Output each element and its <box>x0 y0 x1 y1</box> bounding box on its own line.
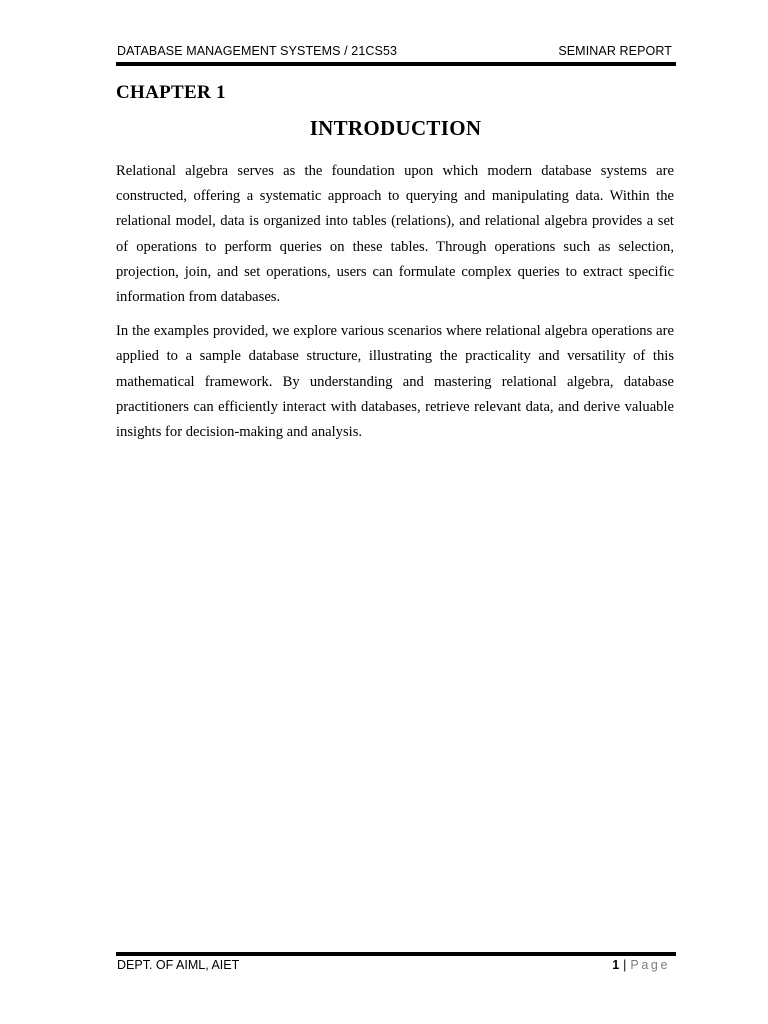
header-course-title: DATABASE MANAGEMENT SYSTEMS / 21CS53 <box>117 44 398 58</box>
footer-department: DEPT. OF AIML, AIET <box>117 958 240 972</box>
page-label: Page <box>630 958 670 972</box>
paragraph-1: Relational algebra serves as the foundation upon which modern database systems are constructed, offering a systematic approach to querying and manipulating data. Within the relational model, data is organized into tables (relations), and relational algebra provides a set of operations to perform queries on these tables. Through operations such as selection, projection, join, and set operations, users can formulate complex queries to extract specific information from databases. <box>116 163 674 306</box>
page-separator: | <box>623 958 627 972</box>
footer-page-indicator <box>612 958 670 972</box>
footer-rule <box>116 952 676 956</box>
page-header <box>116 44 675 62</box>
chapter-heading: CHAPTER 1 <box>116 82 226 103</box>
header-rule <box>116 62 676 66</box>
header-report-type: SEMINAR REPORT <box>558 44 672 58</box>
page-footer <box>116 958 675 976</box>
paragraph-2: In the examples provided, we explore various scenarios where relational algebra operations are applied to a sample database structure, illustrating the practicality and versatility of this mathematical framework. By understanding and mastering relational algebra, database practitioners can efficiently interact with databases, retrieve relevant data, and derive valuable insights for decision-making and analysis. <box>116 323 674 441</box>
section-title: INTRODUCTION <box>309 116 482 140</box>
page-number: 1 <box>612 958 620 972</box>
body-text <box>116 159 674 454</box>
